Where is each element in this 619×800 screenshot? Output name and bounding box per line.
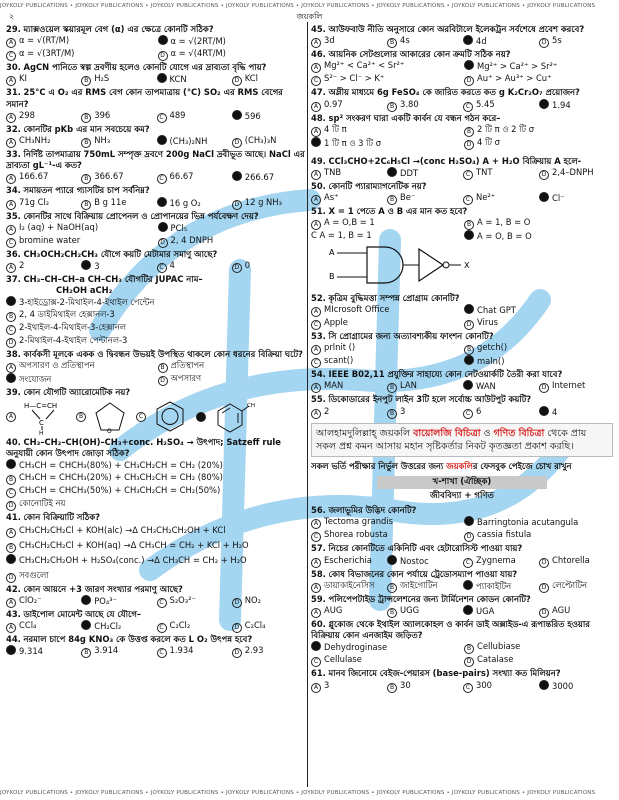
option[interactable]: C 300 xyxy=(463,680,537,693)
option[interactable]: C S₂O₃²⁻ xyxy=(157,595,230,608)
question-58: 58. কোষ বিভাজনের কোন পর্যায়ে ট্রেডোসম্যাপ পাওয়া যায়? A ডায়াকাইনেসিস B জাইগোটিন প্যাকাইটিন D লেপ্টোটিন xyxy=(311,569,613,593)
option[interactable]: D 2,4–DNPH xyxy=(539,167,613,180)
question-41: 41. কোন বিক্রিয়াটি সঠিক? A CH₃CH₂CH₂Cl + KOH(alc) →Δ CH₃CH₂CH₂OH + KCl B CH₃CH₂CH₂Cl + KOH(aq) →Δ CH₃CH = CH₂ + KCl + H₂O CH₃CH₂CH₂OH + H₂SO₄(conc.) →Δ CH₃CH = CH₂ + H₂O D সবগুলো xyxy=(6,512,305,583)
option-correct[interactable]: 4d xyxy=(463,35,537,48)
option-correct[interactable]: KCN xyxy=(157,73,230,86)
section-heading: খ-শাখা (ঐচ্ছিক) xyxy=(377,476,547,489)
question-35: 35. কোনটির সাথে বিক্রিয়ায় প্রোপেনল ও প্রোপানয়ের ভিন্ন পর্যবেক্ষণ দেয়? A I₂ (aq) + NaOH(aq) PCl₅ C bromine water D 2, 4 DNPH xyxy=(6,211,305,248)
option[interactable]: C Cellulase xyxy=(311,654,460,667)
option-structure-b[interactable]: B O xyxy=(76,399,128,435)
option[interactable]: C 66.67 xyxy=(157,171,230,184)
option-correct[interactable]: Nostoc xyxy=(387,555,461,568)
option[interactable]: C 5.45 xyxy=(463,99,537,112)
question-51: 51. X = 1 পেতে A ও B এর মান কত হবে? A A = O,B = 1 B A = 1, B = O C A = 1, B = 1 A = O, B = O A B X xyxy=(311,206,613,292)
question-47: 47. অম্লীয় মাধ্যমে 6g FeSO₄ কে জারিত করতে কত g K₂Cr₂O₇ প্রয়োজন? A 0.97 B 3.80 C 5.45 1.94 xyxy=(311,87,613,111)
option-correct[interactable]: CH₃CH₂CH₂OH + H₂SO₄(conc.) →Δ CH₃CH = CH₂ + H₂O xyxy=(6,553,305,568)
option-structure-d-correct[interactable] xyxy=(196,399,258,435)
option[interactable]: A KI xyxy=(6,73,79,86)
question-42: 42. কোন আয়নে +3 জারণ সংখ্যার পরমাণু আছে? A ClO₂⁻ PO₄³⁻ C S₂O₃²⁻ D NO₂ xyxy=(6,584,305,608)
option[interactable]: A 3d xyxy=(311,35,385,48)
question-55: 55. ডিকোডারের ইনপুট লাইন 3টি হলে সর্বোচ্চ আউটপুট কয়টি? A 2 B 3 C 6 4 xyxy=(311,394,613,418)
svg-text:H—C=CH: H—C=CH xyxy=(24,402,58,411)
option[interactable]: D C₂Cl₄ xyxy=(232,620,305,633)
option-correct[interactable]: (CH₃)₂NH xyxy=(157,135,230,148)
option[interactable]: B 4s xyxy=(387,35,461,48)
option[interactable]: A As⁺ xyxy=(311,192,385,205)
option-correct[interactable]: 1.94 xyxy=(539,99,613,112)
question-46: 46. আয়নিক সেটগুলোর আকারের কোন ক্রমটি সঠিক নয়? A Mg²⁺ < Ca²⁺ < Sr²⁺ Mg²⁺ > Ca²⁺ > Sr²⁺ C S²⁻ > Cl⁻ > K⁺ D Au⁺ > Au³⁺ > Cu⁺ xyxy=(311,49,613,86)
option[interactable]: B 2, 4 ডাইমিথাইল হেক্সানল-3 xyxy=(6,309,305,322)
option-correct[interactable]: 1 টি π ও 3 টি σ xyxy=(311,137,460,150)
option[interactable]: B 2 টি π ও 2 টি σ xyxy=(464,124,613,137)
option[interactable]: A TNB xyxy=(311,167,385,180)
option[interactable]: D AGU xyxy=(539,605,613,618)
option-correct[interactable]: maln() xyxy=(464,355,613,368)
option[interactable]: A 4 টি π xyxy=(311,124,460,137)
option[interactable]: A 2 xyxy=(311,406,385,419)
option[interactable]: D 12 g NH₃ xyxy=(232,197,305,210)
option-correct[interactable]: 16 g O₂ xyxy=(157,197,230,210)
furan-ring-icon xyxy=(92,399,128,435)
page-header xyxy=(0,11,619,23)
option[interactable]: D Internet xyxy=(539,380,613,393)
option[interactable]: A 2 xyxy=(6,260,79,273)
option-correct[interactable]: Mg²⁺ > Ca²⁺ > Sr²⁺ xyxy=(464,60,613,73)
benzene-ring-icon xyxy=(152,399,188,435)
question-61: 61. মানব জিনোমে বেইজ-পেয়ারস (base-pairs) সংখ্যা কত মিলিয়ন? A 3 B 30 C 300 3000 xyxy=(311,668,613,692)
option-correct[interactable]: CH₂Cl₂ xyxy=(81,620,154,633)
option[interactable]: D (CH₃)₃N xyxy=(232,135,305,148)
question-50: 50. কোনটি প্যারাম্যাগনেটিক নয়? A As⁺ B Be⁻ C Ne²⁺ Cl⁻ xyxy=(311,181,613,205)
not-gate-icon xyxy=(419,249,443,281)
option-correct[interactable]: সংযোজন xyxy=(6,373,154,386)
option[interactable]: C bromine water xyxy=(6,235,154,248)
question-56: 56. জলাভূমির উদ্ভিদ কোনটি? A Tectoma grandis Barringtonia acutangula C Shorea robusta D cassia fistula xyxy=(311,505,613,542)
option-structure-a[interactable]: A H—C=CH C H xyxy=(6,399,68,435)
question-40: 40. CH₃–CH₂–CH(OH)–CH₃+conc. H₂SO₄ → উৎপাদ; Satzeff rule অনুযায়ী কোন উৎপাদ জোড়া সঠিক? CH₃CH = CHCH₃(80%) + CH₃CH₂CH = CH₂ (20%) B CH₃CH = CHCH₃(20%) + CH₃CH₂CH = CH₂ (80%) C CH₃CH = CHCH₃(50%) + CH₃CH₂CH = CH₂(50%) D কোনোটিই নয় xyxy=(6,437,305,511)
svg-text:H: H xyxy=(39,430,44,436)
option-correct[interactable]: 266.67 xyxy=(232,171,305,184)
option-correct[interactable]: প্যাকাইটিন xyxy=(463,580,537,593)
question-60: 60. গ্লুকোজ থেকে ইথাইল অ্যালকোহল ও কার্বন ডাই অক্সাইড-এ রূপান্তরিত হওয়ার বিক্রিয়ায় কোন এনজাইম জড়িত? Dehydroginase B Cellubiase C Cellulase D Catalase xyxy=(311,619,613,667)
option[interactable]: B A = 1, B = O xyxy=(464,217,613,230)
option[interactable]: B CH₃CH₂CH₂Cl + KOH(aq) →Δ CH₃CH = CH₂ + KCl + H₂O xyxy=(6,538,305,553)
option[interactable]: C 2-ইথাইল-4-মিথাইল-3-হেক্সানল xyxy=(6,322,305,335)
option[interactable]: D অপসারণ xyxy=(158,373,306,386)
question-59: 59. পলিপেপটাইড ট্রান্সলেশনের জন্য টার্মিনেশন কোডন কোনটি? A AUG B UGG UGA D AGU xyxy=(311,594,613,618)
option[interactable]: B CH₃CH = CHCH₃(20%) + CH₃CH₂CH = CH₂ (80%) xyxy=(6,472,305,485)
option[interactable]: C CH₃CH = CHCH₃(50%) + CH₃CH₂CH = CH₂(50%) xyxy=(6,485,305,498)
option[interactable]: D 2, 4 DNPH xyxy=(158,235,306,248)
option-correct[interactable]: 3 xyxy=(81,260,154,273)
column-divider xyxy=(307,22,308,787)
option-correct[interactable]: Chat GPT xyxy=(464,304,613,317)
question-38: 38. কার্বকসী মূলকে একক ও দ্বিবন্ধন উভয়ই উপস্থিত থাকলে কোন ধরনের বিক্রিয়া ঘটে? A অপসারণ ও প্রতিস্থাপন B প্রতিস্থাপন সংযোজন D অপসারণ xyxy=(6,349,305,386)
question-43: 43. ডাইপোল মোমেন্ট আছে যে যৌগে– A CCl₄ CH₂Cl₂ C C₂Cl₂ D C₂Cl₄ xyxy=(6,609,305,633)
option[interactable]: C α = √(3RT/M) xyxy=(6,48,154,61)
toluene-ring-icon xyxy=(212,399,258,435)
option-correct[interactable]: A = O, B = O xyxy=(464,230,613,242)
option[interactable]: B 396 xyxy=(81,110,154,123)
option-correct[interactable]: α = √(2RT/M) xyxy=(158,35,306,48)
option-correct[interactable]: 4 xyxy=(539,406,613,419)
question-31: 31. 25°C এ O₂ এর RMS বেগ কোন তাপমাত্রায় (°C) SO₂ এর RMS বেগের সমান? A 298 B 396 C 489 596 xyxy=(6,87,305,122)
option[interactable]: B B g 11e xyxy=(81,197,154,210)
page-number: ২ xyxy=(9,12,15,21)
option[interactable]: D 5s xyxy=(539,35,613,48)
option-correct[interactable]: WAN xyxy=(463,380,537,393)
option[interactable]: D NO₂ xyxy=(232,595,305,608)
option[interactable]: D KCl xyxy=(232,73,305,86)
option[interactable]: C 6 xyxy=(463,406,537,419)
option[interactable]: D লেপ্টোটিন xyxy=(539,580,613,593)
option[interactable]: C Shorea robusta xyxy=(311,529,460,542)
option[interactable]: C C₂Cl₂ xyxy=(157,620,230,633)
option[interactable]: A AUG xyxy=(311,605,385,618)
question-44: 44. নরমাল চাপে 84g KNO₃ কে উত্তপ্ত করলে কত L O₂ উৎপন্ন হবে? 9.314 B 3.914 C 1.934 D 2.93 xyxy=(6,634,305,658)
svg-text:A: A xyxy=(329,247,335,257)
option[interactable]: A Mg²⁺ < Ca²⁺ < Sr²⁺ xyxy=(311,60,460,73)
option[interactable]: C S²⁻ > Cl⁻ > K⁺ xyxy=(311,73,460,86)
option[interactable]: B getch() xyxy=(464,342,613,355)
option[interactable]: D 2-মিথাইল-4-ইথাইল পেন্টানল-3 xyxy=(6,335,305,348)
option[interactable]: C 1.934 xyxy=(157,645,230,658)
publisher-band-bottom: JOYKOLY PUBLICATIONS • JOYKOLY PUBLICATIONS • JOYKOLY PUBLICATIONS • JOYKOLY PUBLICATIONS • JOYKOLY PUBLICATIONS • JOYKOLY PUBLICATIONS • JOYKOLY PUBLICATIONS • JOYKOLY PUBLICATIONS xyxy=(0,790,596,796)
question-29: 29. ম্যাক্সওয়েল স্কয়ারমূল বেগ (α) এর ক্ষেত্রে কোনটি সঠিক? A α = √(RT/M) α = √(2RT/M) C α = √(3RT/M) D α = √(4RT/M) xyxy=(6,24,305,61)
option[interactable]: D α = √(4RT/M) xyxy=(158,48,306,61)
option[interactable]: A CH₃CH₂CH₂Cl + KOH(alc) →Δ CH₃CH₂CH₂OH + KCl xyxy=(6,523,305,538)
svg-text:O: O xyxy=(107,428,112,436)
page-title: জয়কলি xyxy=(296,12,323,21)
question-34: 34. সমায়তন প্যারে গ্যাসটির চাপ সর্বনিম্ন? A 71g Cl₂ B B g 11e 16 g O₂ D 12 g NH₃ xyxy=(6,185,305,209)
option-correct[interactable]: 9.314 xyxy=(6,645,79,658)
subsection-heading: জীববিদ্যা + গণিত xyxy=(430,491,494,502)
svg-text:B: B xyxy=(329,271,335,281)
option[interactable]: B Cellubiase xyxy=(464,641,613,654)
option-correct[interactable]: Dehydroginase xyxy=(311,641,460,654)
option[interactable]: D সবগুলো xyxy=(6,568,305,583)
option[interactable]: D 0 xyxy=(232,260,305,273)
option[interactable]: A 3 xyxy=(311,680,385,693)
option[interactable]: B জাইগোটিন xyxy=(387,580,461,593)
option[interactable]: C 489 xyxy=(157,110,230,123)
question-54: 54. IEEE B02,11 প্রযুক্তির সাহায্যে কোন নেটওয়ার্কটি তৈরী করা যাবে? A MAN B LAN WAN D Internet xyxy=(311,369,613,393)
option[interactable]: D 4 টি σ xyxy=(464,137,613,150)
option[interactable]: A 298 xyxy=(6,110,79,123)
option[interactable]: B প্রতিস্থাপন xyxy=(158,360,306,373)
option[interactable]: B 3.80 xyxy=(387,99,461,112)
option[interactable]: A ClO₂⁻ xyxy=(6,595,79,608)
option-structure-c[interactable]: C xyxy=(136,399,188,435)
option[interactable]: C scant() xyxy=(311,355,460,368)
question-32: 32. কোনটির pKb এর মান সবচেয়ে কম? A CH₃NH₂ B NH₃ (CH₃)₂NH D (CH₃)₃N xyxy=(6,124,305,148)
svg-text:X: X xyxy=(464,260,470,270)
question-30: 30. AgCN পানিতে স্বল্প দ্রবণীয় হলেও কোনটি যোগে এর দ্রাব্যতা বৃদ্ধি পায়? A KI B H₂S KCN D KCl xyxy=(6,62,305,86)
cyclopropenyl-structure-icon xyxy=(22,399,68,435)
question-45: 45. আউফবাউ নীতি অনুসারে কোন অরবিটালে ইলেকট্রন সর্বশেষে প্রবেশ করবে? A 3d B 4s 4d D 5s xyxy=(311,24,613,48)
option-correct[interactable]: PO₄³⁻ xyxy=(81,595,154,608)
question-37: 37. CH₃–CH–CH–a CH–CH₃ যৌগটির JUPAC নাম– CH₂OH aCH₂ 3-হাইড্রোক্স-2-মিথাইল-4-ইথাইল পেন্টেন B 2, 4 ডাইমিথাইল হেক্সানল-3 C 2-ইথাইল-4-মিথাইল-3-হেক্সানল D 2-মিথাইল-4-ইথাইল পেন্টানল-3 xyxy=(6,274,305,348)
question-52: 52. কৃত্রিম বুদ্ধিমত্তা সম্পন্ন প্রোগ্রাম কোনটি? A MIcrosoft Office Chat GPT C Apple D Virus xyxy=(311,293,613,330)
option[interactable]: A 0.97 xyxy=(311,99,385,112)
right-column xyxy=(311,24,613,784)
option[interactable]: B LAN xyxy=(387,380,461,393)
left-column xyxy=(6,24,305,784)
question-53: 53. সি প্রোগ্রামের জন্য অত্যাবশ্যকীয় ফাংশন কোনটি? A prlnit () B getch() C scant() maln() xyxy=(311,331,613,368)
option[interactable]: C A = 1, B = 1 xyxy=(311,230,372,241)
option[interactable]: B 3.914 xyxy=(81,645,154,658)
option[interactable]: A CH₃NH₂ xyxy=(6,135,79,148)
option-correct[interactable]: Barringtonia acutangula xyxy=(464,516,613,529)
option[interactable]: A I₂ (aq) + NaOH(aq) xyxy=(6,222,154,235)
question-36: 36. CH₃OCH₂CH₂CH₃ যৌগে কয়টি মেটামার সমাণু আছে? A 2 3 C 4 D 0 xyxy=(6,249,305,273)
option[interactable]: A Escherichia xyxy=(311,555,385,568)
option-correct[interactable]: DDT xyxy=(387,167,461,180)
option[interactable]: C Apple xyxy=(311,317,460,330)
option[interactable]: B 30 xyxy=(387,680,461,693)
option[interactable]: C 4 xyxy=(157,260,230,273)
option[interactable]: A A = O,B = 1 xyxy=(311,217,460,230)
question-49: 49. CCl₃CHO+2C₆H₅Cl →(conc H₂SO₄) A + H₂O বিক্রিয়ায় A হলে- A TNB DDT C TNT D 2,4–DNPH xyxy=(311,156,613,180)
question-39: 39. কোন যৌগটি অ্যারোমেটিক নয়? A H—C=CH C H B O C CH xyxy=(6,387,305,436)
question-33: 33. নির্দিষ্ট তাপমাত্রায় 750mL সম্পৃক্ত দ্রবণে 200g NaCl দ্রবীভূত আছে। NaCl এর দ্রাব্যতা gL⁻¹-এ কত? A 166.67 B 366.67 C 66.67 266.67 xyxy=(6,149,305,183)
option[interactable]: C Ne²⁺ xyxy=(463,192,537,205)
option[interactable]: B NH₃ xyxy=(81,135,154,148)
option[interactable]: B 3 xyxy=(387,406,461,419)
option[interactable]: D কোনোটিই নয় xyxy=(6,498,305,511)
option-correct[interactable]: 596 xyxy=(232,110,305,123)
logic-gate-diagram xyxy=(327,243,477,289)
option[interactable]: A α = √(RT/M) xyxy=(6,35,154,48)
option[interactable]: D Chtorella xyxy=(539,555,613,568)
option[interactable]: A prlnit () xyxy=(311,342,460,355)
formula-substituents: CH₂OH aCH₂ xyxy=(56,285,113,296)
option[interactable]: A 166.67 xyxy=(6,171,79,184)
option[interactable]: A MIcrosoft Office xyxy=(311,304,460,317)
option-correct[interactable]: 3000 xyxy=(539,680,613,693)
option-correct[interactable]: PCl₅ xyxy=(158,222,306,235)
option[interactable]: D Catalase xyxy=(464,654,613,667)
option[interactable]: D Virus xyxy=(464,317,613,330)
option[interactable]: A ডায়াকাইনেসিস xyxy=(311,580,385,593)
facebook-notice: সকল ভর্তি পরীক্ষার নির্ভুল উত্তরের জন্য জয়কলির ফেসবুক পেইজে চোখ রাখুন xyxy=(311,460,572,471)
option[interactable]: C TNT xyxy=(463,167,537,180)
option[interactable]: A 71g Cl₂ xyxy=(6,197,79,210)
option[interactable]: A অপসারণ ও প্রতিস্থাপন xyxy=(6,360,154,373)
question-48: 48. sp² সংকরণ ঘারা একটি কার্বন যে বন্ধন গঠন করে– A 4 টি π B 2 টি π ও 2 টি σ 1 টি π ও 3 টি σ D 4 টি σ xyxy=(311,113,613,150)
option-correct[interactable]: Cl⁻ xyxy=(539,192,613,205)
promo-box: আলহামদুলিল্লাহ্ জয়কলি বায়োলজি বিচিত্রা ও গণিত বিচিত্রা থেকে প্রায় সকল প্রশ্ন কমন আসায় মহান সৃষ্টিকর্তার নিকট কৃতজ্ঞতা প্রকাশ করছি। xyxy=(311,423,613,457)
question-57: 57. নিচের কোনটিতে একিনিটি এবং হেটারোসিস্ট পাওয়া যায়? A Escherichia Nostoc C Zygnema D Chtorella xyxy=(311,543,613,567)
option[interactable]: D Au⁺ > Au³⁺ > Cu⁺ xyxy=(464,73,613,86)
option-correct[interactable]: CH₃CH = CHCH₃(80%) + CH₃CH₂CH = CH₂ (20%) xyxy=(6,459,305,471)
option[interactable]: B H₂S xyxy=(81,73,154,86)
option[interactable]: B 366.67 xyxy=(81,171,154,184)
publisher-band-top: JOYKOLY PUBLICATIONS • JOYKOLY PUBLICATIONS • JOYKOLY PUBLICATIONS • JOYKOLY PUBLICATIONS • JOYKOLY PUBLICATIONS • JOYKOLY PUBLICATIONS • JOYKOLY PUBLICATIONS • JOYKOLY PUBLICATIONS xyxy=(0,3,596,9)
option[interactable]: A MAN xyxy=(311,380,385,393)
option-correct[interactable]: UGA xyxy=(463,605,537,618)
svg-text:C: C xyxy=(39,419,44,428)
option[interactable]: A CCl₄ xyxy=(6,620,79,633)
option[interactable]: A Tectoma grandis xyxy=(311,516,460,529)
option[interactable]: D 2.93 xyxy=(232,645,305,658)
option[interactable]: B Be⁻ xyxy=(387,192,461,205)
option[interactable]: C Zygnema xyxy=(463,555,537,568)
and-gate-icon xyxy=(367,247,403,283)
option[interactable]: B UGG xyxy=(387,605,461,618)
option[interactable]: D cassia fistula xyxy=(464,529,613,542)
svg-text:CH: CH xyxy=(247,403,255,410)
option-correct[interactable]: 3-হাইড্রোক্স-2-মিথাইল-4-ইথাইল পেন্টেন xyxy=(6,296,305,308)
